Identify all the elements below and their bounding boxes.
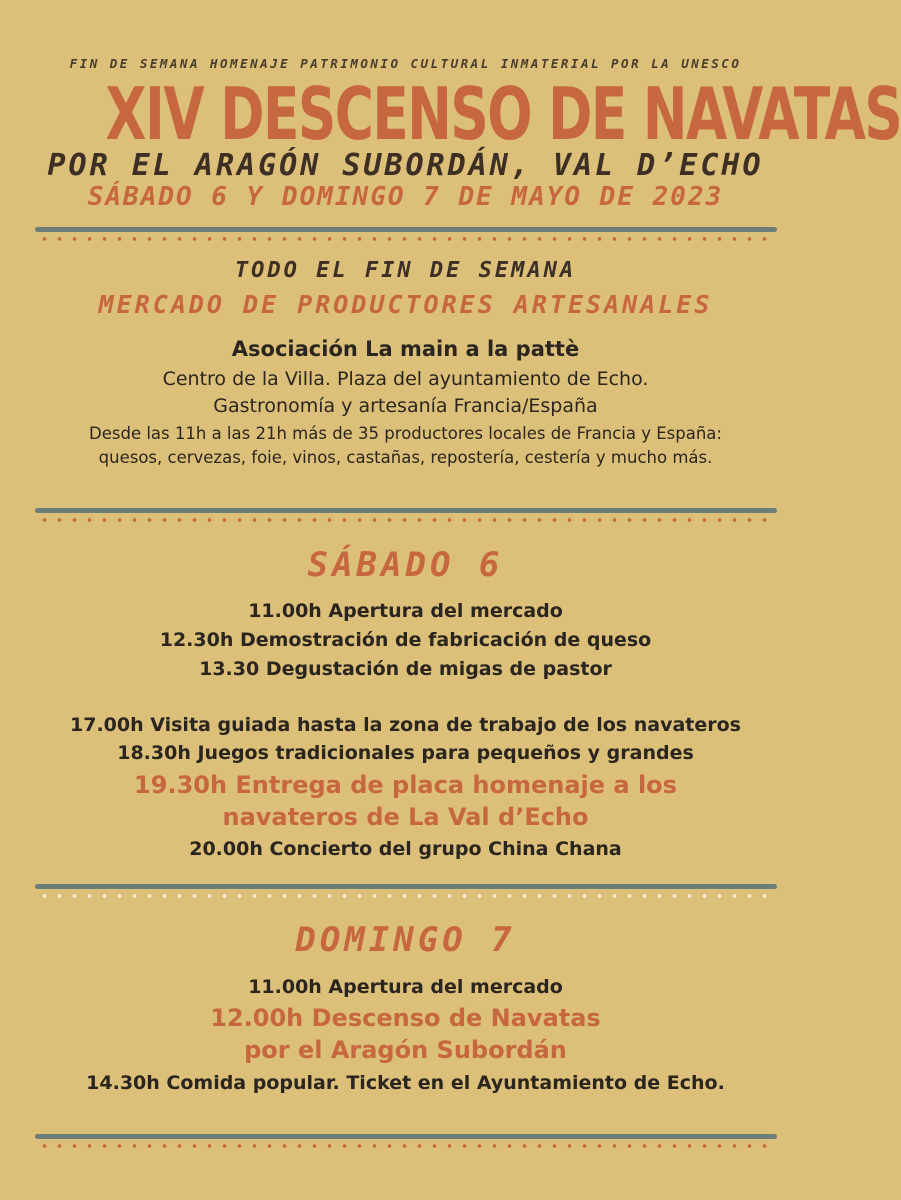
divider-market: [35, 508, 777, 526]
sunday-highlight-event: por el Aragón Subordán: [244, 1036, 567, 1064]
divider-saturday: [35, 884, 777, 902]
saturday-event: 12.30h Demostración de fabricación de queso: [159, 629, 652, 651]
event-title: XIV DESCENSO DE NAVATAS: [105, 72, 901, 156]
saturday-event: 17.00h Visita guiada hasta la zona de trabajo de los navateros: [70, 714, 741, 736]
market-location: Centro de la Villa. Plaza del ayuntamiento de Echo.: [162, 368, 649, 390]
event-dates: SÁBADO 6 Y DOMINGO 7 DE MAYO DE 2023: [87, 182, 724, 212]
header-kicker: FIN DE SEMANA HOMENAJE PATRIMONIO CULTURAL INMATERIAL POR LA UNESCO: [69, 56, 742, 71]
saturday-event: 20.00h Concierto del grupo China Chana: [189, 838, 622, 860]
event-subtitle: POR EL ARAGÓN SUBORDÁN, VAL D’ECHO: [47, 148, 764, 183]
sunday-event: 11.00h Apertura del mercado: [248, 976, 563, 998]
market-products: quesos, cervezas, foie, vinos, castañas, repostería, cestería y mucho más.: [98, 448, 713, 467]
saturday-title: SÁBADO 6: [307, 545, 504, 585]
saturday-event: 11.00h Apertura del mercado: [248, 600, 563, 622]
market-hours: Desde las 11h a las 21h más de 35 productores locales de Francia y España:: [89, 424, 722, 443]
sunday-title: DOMINGO 7: [295, 920, 516, 960]
divider-bottom: [35, 1134, 777, 1152]
sunday-highlight-event: 12.00h Descenso de Navatas: [210, 1004, 601, 1032]
saturday-event: 13.30 Degustación de migas de pastor: [199, 658, 612, 680]
market-description: Gastronomía y artesanía Francia/España: [213, 395, 598, 417]
market-heading: TODO EL FIN DE SEMANA: [234, 258, 577, 283]
saturday-highlight-event: 19.30h Entrega de placa homenaje a los: [134, 771, 677, 799]
market-association: Asociación La main a la pattè: [231, 337, 580, 361]
divider-top: [35, 227, 777, 245]
market-subheading: MERCADO DE PRODUCTORES ARTESANALES: [98, 290, 713, 319]
sunday-event: 14.30h Comida popular. Ticket en el Ayuntamiento de Echo.: [86, 1072, 725, 1094]
saturday-highlight-event: navateros de La Val d’Echo: [222, 803, 589, 831]
saturday-event: 18.30h Juegos tradicionales para pequeños y grandes: [117, 742, 694, 764]
